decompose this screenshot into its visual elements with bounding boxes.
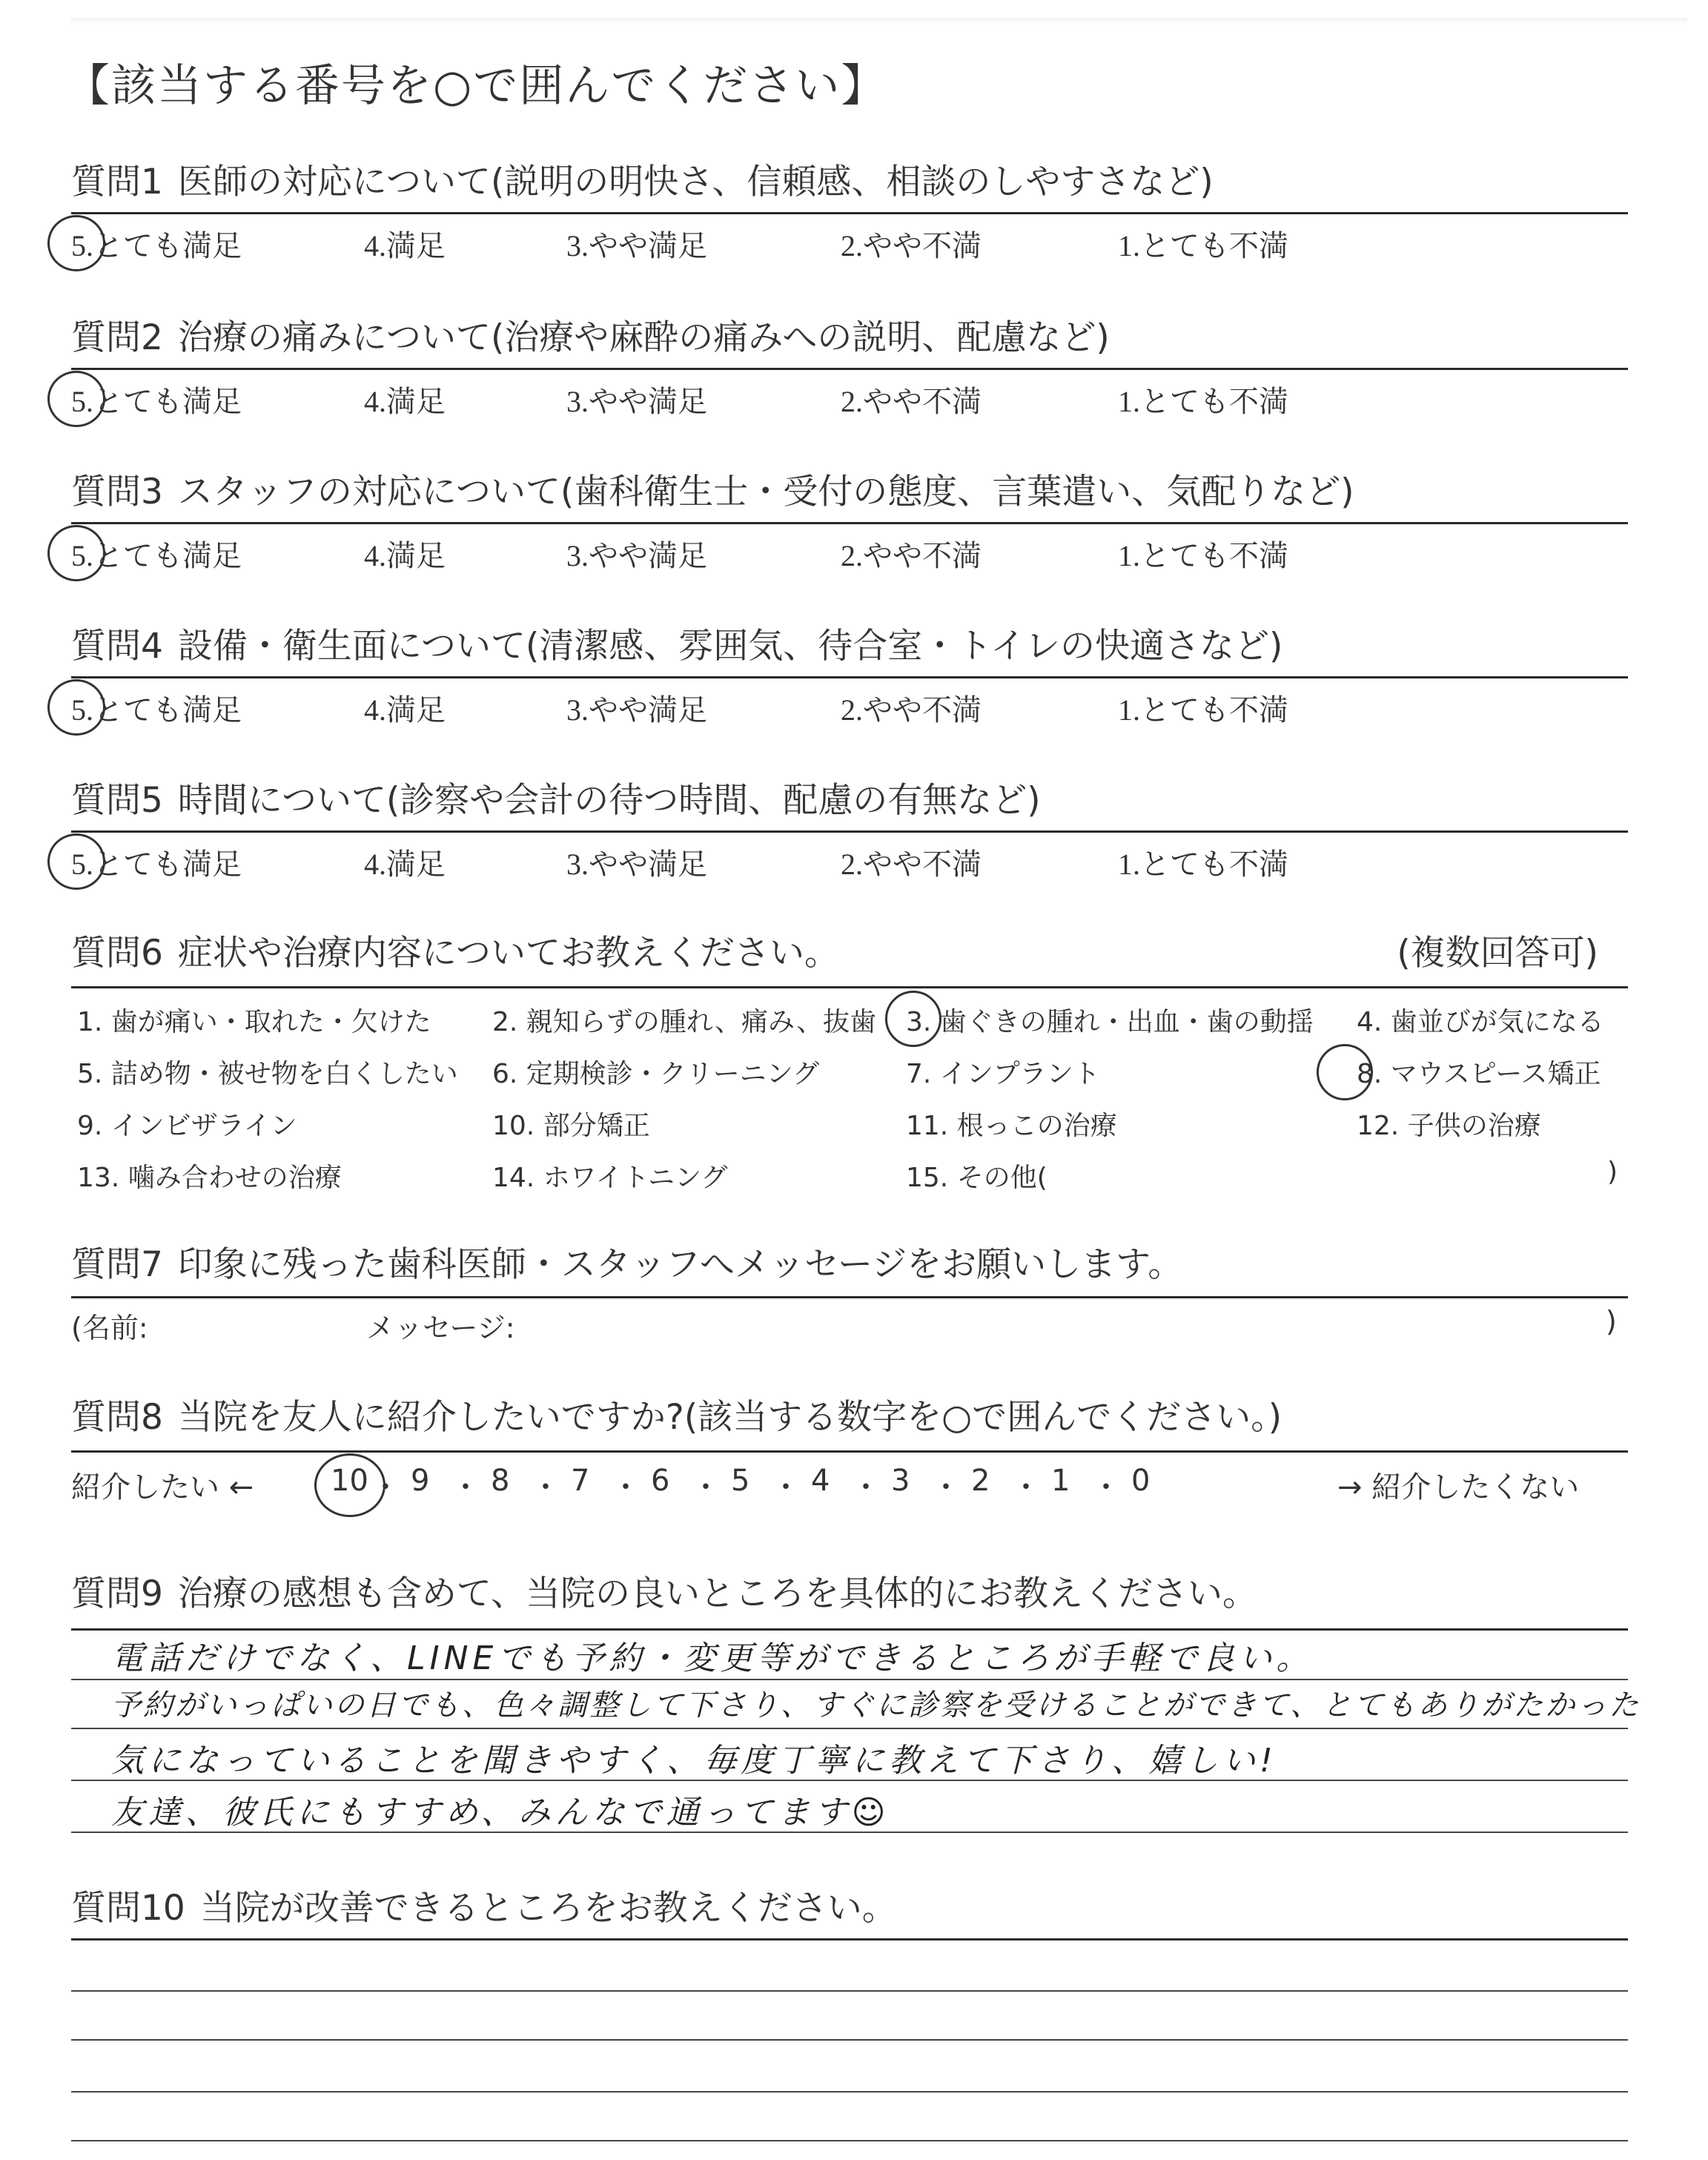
- q9-rule: [71, 1628, 1628, 1631]
- q9-heading: [71, 1573, 1628, 1615]
- q8-heading: [71, 1397, 1628, 1439]
- q2-option-2[interactable]: 2.やや不満: [841, 385, 982, 418]
- q7-name-label: (名前:: [71, 1312, 148, 1344]
- q6-option-6[interactable]: 6. 定期検診・クリーニング: [492, 1059, 820, 1089]
- q8-score-9[interactable]: 9: [411, 1464, 430, 1498]
- q8-label: 質問8: [71, 1397, 163, 1438]
- q9-label: 質問9: [71, 1573, 163, 1614]
- q7-rule: [71, 1296, 1628, 1298]
- q8-separator: ・: [531, 1470, 560, 1505]
- q3-selection-circle: [47, 525, 105, 581]
- q1-options: [71, 222, 1628, 267]
- q1-option-3[interactable]: 3.やや満足: [566, 229, 707, 262]
- q8-separator: ・: [931, 1470, 961, 1505]
- q2-option-4[interactable]: 4.満足: [364, 385, 446, 418]
- q1-text: 医師の対応について(説明の明快さ、信頼感、相談のしやすさなど): [177, 162, 1214, 202]
- q3-label: 質問3: [71, 472, 163, 512]
- q8-text: 当院を友人に紹介したいですか?(該当する数字を○で囲んでください。): [177, 1397, 1282, 1438]
- q8-score-6[interactable]: 6: [651, 1464, 670, 1498]
- q7-label: 質問7: [71, 1244, 163, 1285]
- q6-option-11[interactable]: 11. 根っこの治療: [906, 1111, 1117, 1141]
- q9-text: 治療の感想も含めて、当院の良いところを具体的にお教えください。: [177, 1573, 1257, 1614]
- q10-line-4: [71, 2140, 1628, 2141]
- q8-separator: ・: [851, 1470, 881, 1505]
- q9-answer-line-2: 予約がいっぱいの日でも、色々調整して下さり、すぐに診察を受けることができて、とてもありがたかった: [111, 1688, 1641, 1723]
- q7-close-paren: ): [1606, 1305, 1617, 1338]
- q1-option-5[interactable]: 5.とても満足: [71, 229, 242, 262]
- q10-line-1: [71, 1990, 1628, 1992]
- q1-label: 質問1: [71, 162, 163, 202]
- q4-option-3[interactable]: 3.やや満足: [566, 693, 707, 727]
- q8-separator: ・: [1011, 1470, 1041, 1505]
- q1-heading: [71, 162, 1628, 203]
- q6-option-2[interactable]: 2. 親知らずの腫れ、痛み、抜歯: [492, 1007, 877, 1037]
- q4-option-1[interactable]: 1.とても不満: [1118, 693, 1288, 727]
- q2-label: 質問2: [71, 317, 163, 358]
- q8-separator: ・: [371, 1470, 400, 1505]
- q8-score-4[interactable]: 4: [811, 1464, 830, 1498]
- q6-option-10[interactable]: 10. 部分矯正: [492, 1111, 650, 1141]
- q8-score-7[interactable]: 7: [571, 1464, 590, 1498]
- q3-option-4[interactable]: 4.満足: [364, 539, 446, 572]
- q8-score-10[interactable]: 10: [331, 1464, 368, 1498]
- q1-rule: [71, 212, 1628, 214]
- q1-option-1[interactable]: 1.とても不満: [1118, 229, 1288, 262]
- q10-label: 質問10: [71, 1888, 185, 1929]
- q8-score-2[interactable]: 2: [971, 1464, 990, 1498]
- q6-option-3[interactable]: 3. 歯ぐきの腫れ・出血・歯の動揺: [906, 1007, 1314, 1037]
- q10-heading: [71, 1888, 1628, 1929]
- q6-option-15[interactable]: 15. その他(: [906, 1163, 1047, 1193]
- q5-option-1[interactable]: 1.とても不満: [1118, 848, 1288, 881]
- q5-selection-circle: [47, 833, 105, 890]
- q9-answer-line-1: 電話だけでなく、LINEでも予約・変更等ができるところが手軽で良い。: [111, 1639, 1314, 1677]
- q8-separator: ・: [771, 1470, 801, 1505]
- q2-options: [71, 378, 1628, 423]
- q3-option-1[interactable]: 1.とても不満: [1118, 539, 1288, 572]
- q5-option-5[interactable]: 5.とても満足: [71, 848, 242, 881]
- q4-option-4[interactable]: 4.満足: [364, 693, 446, 727]
- q4-heading: [71, 626, 1628, 667]
- q6-option-8[interactable]: 8. マウスピース矯正: [1357, 1059, 1601, 1089]
- q8-separator: ・: [451, 1470, 480, 1505]
- q9-answer-line-4: 友達、彼氏にもすすめ、みんなで通ってます☺: [111, 1794, 890, 1832]
- q1-selection-circle: [47, 215, 105, 271]
- q5-option-3[interactable]: 3.やや満足: [566, 848, 707, 881]
- q8-score-8[interactable]: 8: [491, 1464, 510, 1498]
- q6-selection-circle-3: [885, 991, 941, 1047]
- q10-line-3: [71, 2091, 1628, 2093]
- q9-answer-line-3: 気になっていることを聞きやすく、毎度丁寧に教えて下さり、嬉しい!: [111, 1742, 1277, 1780]
- q4-label: 質問4: [71, 626, 163, 667]
- q5-option-4[interactable]: 4.満足: [364, 848, 446, 881]
- q8-separator: ・: [611, 1470, 640, 1505]
- q10-rule: [71, 1938, 1628, 1941]
- q10-line-2: [71, 2039, 1628, 2041]
- page-title: 【該当する番号を○で囲んでください】: [65, 60, 887, 112]
- q2-option-5[interactable]: 5.とても満足: [71, 385, 242, 418]
- q3-option-2[interactable]: 2.やや不満: [841, 539, 982, 572]
- q4-rule: [71, 676, 1628, 678]
- q8-score-0[interactable]: 0: [1131, 1464, 1151, 1498]
- q6-option-1[interactable]: 1. 歯が痛い・取れた・欠けた: [77, 1007, 431, 1037]
- q6-option-9[interactable]: 9. インビザライン: [77, 1111, 297, 1141]
- q6-selection-circle-8: [1317, 1044, 1373, 1100]
- q8-score-3[interactable]: 3: [891, 1464, 910, 1498]
- q8-score-5[interactable]: 5: [731, 1464, 750, 1498]
- q6-option-12[interactable]: 12. 子供の治療: [1357, 1111, 1541, 1141]
- q6-option-13[interactable]: 13. 噛み合わせの治療: [77, 1163, 342, 1193]
- q8-separator: ・: [1091, 1470, 1121, 1505]
- q2-text: 治療の痛みについて(治療や麻酔の痛みへの説明、配慮など): [177, 317, 1110, 358]
- q6-heading: [71, 933, 1628, 974]
- q4-option-2[interactable]: 2.やや不満: [841, 693, 982, 727]
- q8-rule: [71, 1450, 1628, 1453]
- q8-right-label: → 紹介したくない: [1337, 1470, 1580, 1505]
- q3-heading: [71, 472, 1628, 513]
- q3-options: [71, 532, 1628, 577]
- q3-option-5[interactable]: 5.とても満足: [71, 539, 242, 572]
- q3-rule: [71, 522, 1628, 524]
- q6-rule: [71, 986, 1628, 988]
- q3-option-3[interactable]: 3.やや満足: [566, 539, 707, 572]
- q3-text: スタッフの対応について(歯科衛生士・受付の態度、言葉遣い、気配りなど): [177, 472, 1354, 512]
- q5-options: [71, 841, 1628, 885]
- q2-rule: [71, 368, 1628, 370]
- q5-text: 時間について(診察や会計の待つ時間、配慮の有無など): [177, 780, 1041, 821]
- q7-text: 印象に残った歯科医師・スタッフへメッセージをお願いします。: [177, 1244, 1183, 1285]
- q4-options: [71, 687, 1628, 731]
- q8-left-label: 紹介したい ←: [71, 1470, 254, 1505]
- q6-option-5[interactable]: 5. 詰め物・被せ物を白くしたい: [77, 1059, 458, 1089]
- q5-option-2[interactable]: 2.やや不満: [841, 848, 982, 881]
- q6-label: 質問6: [71, 933, 163, 974]
- q6-other-close-paren: ): [1607, 1157, 1618, 1187]
- q1-option-2[interactable]: 2.やや不満: [841, 229, 982, 262]
- q7-message-label: メッセージ:: [366, 1312, 515, 1344]
- q7-heading: [71, 1244, 1628, 1286]
- q4-text: 設備・衛生面について(清潔感、雰囲気、待合室・トイレの快適さなど): [177, 626, 1283, 667]
- q10-text: 当院が改善できるところをお教えください。: [199, 1888, 897, 1929]
- q5-rule: [71, 830, 1628, 833]
- q6-option-7[interactable]: 7. インプラント: [906, 1059, 1100, 1089]
- q2-heading: [71, 317, 1628, 359]
- q6-option-4[interactable]: 4. 歯並びが気になる: [1357, 1007, 1604, 1037]
- q1-option-4[interactable]: 4.満足: [364, 229, 446, 262]
- q8-score-1[interactable]: 1: [1051, 1464, 1070, 1498]
- q6-option-14[interactable]: 14. ホワイトニング: [492, 1163, 728, 1193]
- q6-note: (複数回答可): [1397, 933, 1598, 974]
- q5-heading: [71, 780, 1628, 822]
- q2-option-1[interactable]: 1.とても不満: [1118, 385, 1288, 418]
- q4-option-5[interactable]: 5.とても満足: [71, 693, 242, 727]
- q2-option-3[interactable]: 3.やや満足: [566, 385, 707, 418]
- scan-top-edge: [71, 18, 1687, 25]
- q4-selection-circle: [47, 679, 105, 736]
- q9-line-2: [71, 1728, 1628, 1729]
- q6-text: 症状や治療内容についてお教えください。: [177, 933, 839, 974]
- q9-line-1: [71, 1679, 1628, 1680]
- q5-label: 質問5: [71, 780, 163, 821]
- q2-selection-circle: [47, 371, 105, 427]
- q8-separator: ・: [691, 1470, 721, 1505]
